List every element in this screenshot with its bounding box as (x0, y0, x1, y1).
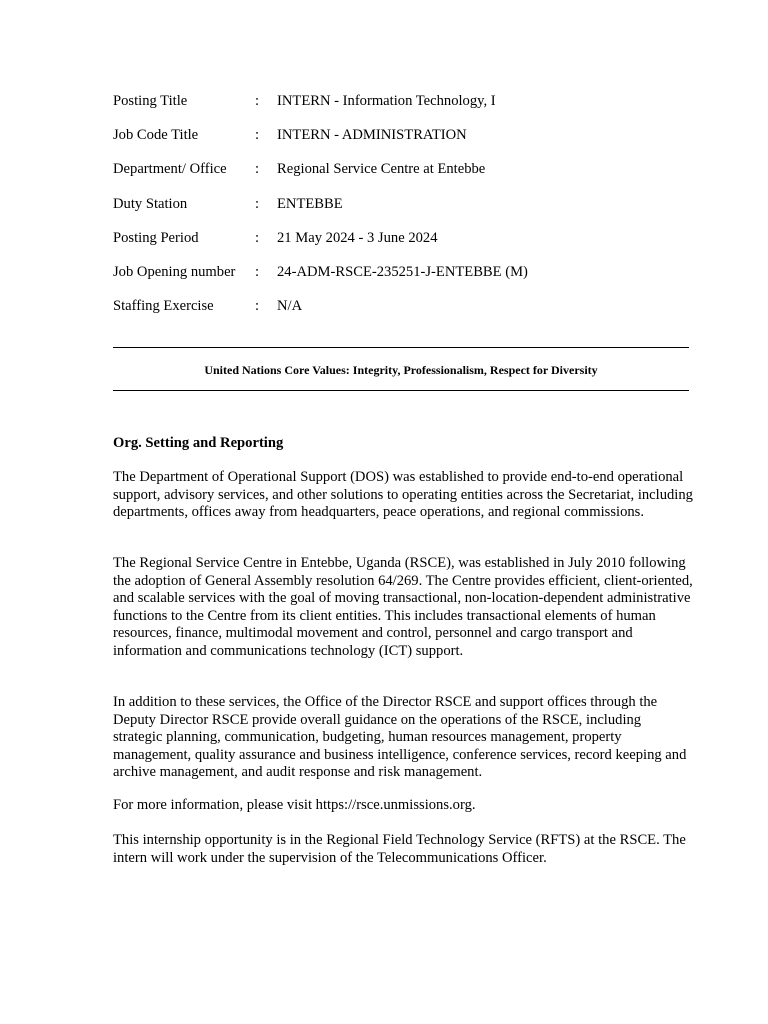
meta-colon: : (255, 263, 260, 280)
divider-top (113, 347, 689, 348)
meta-colon: : (255, 127, 260, 144)
paragraph-dos: The Department of Operational Support (DOS) was established to provide end-to-end operational support, advisory services, and other solutions to operating entities across the Secretariat, including departments, offices away from headquarters, peace operations, and regional commissions. (113, 469, 693, 520)
meta-colon: : (255, 161, 260, 178)
meta-row-staffing-exercise (113, 297, 693, 331)
meta-label: Duty Station (113, 195, 188, 212)
meta-value: INTERN - ADMINISTRATION (277, 127, 467, 144)
meta-value: ENTEBBE (277, 195, 343, 212)
meta-colon: : (255, 195, 260, 212)
paragraph-internship: This internship opportunity is in the Regional Field Technology Service (RFTS) at the RSCE. The intern will work under the supervision of the Telecommunications Officer. (113, 832, 686, 866)
meta-label: Staffing Exercise (113, 298, 214, 315)
meta-label: Posting Period (113, 229, 199, 246)
meta-label: Posting Title (113, 93, 188, 109)
meta-row-posting-title (113, 92, 693, 126)
meta-value: INTERN - Information Technology, I (277, 93, 496, 109)
divider-bottom (113, 390, 689, 391)
meta-row-posting-period (113, 229, 693, 263)
meta-label: Job Code Title (113, 127, 199, 144)
meta-value: 21 May 2024 - 3 June 2024 (277, 229, 438, 246)
paragraph-more-info: For more information, please visit https://rsce.unmissions.org. (113, 797, 476, 813)
paragraph-rsce: The Regional Service Centre in Entebbe, Uganda (RSCE), was established in July 2010 following the adoption of General Assembly resolution 64/269. The Centre provides efficient, client-oriented, and scalable services with the goal of moving transactional, non-location-dependent administrative functions to the Centre from its client entities. This includes transactional elements of human resources, finance, multimodal movement and control, personnel and cargo transport and information and communications technology (ICT) support. (113, 555, 693, 659)
meta-value: N/A (277, 298, 303, 315)
meta-value: Regional Service Centre at Entebbe (277, 161, 486, 178)
section-heading: Org. Setting and Reporting (113, 435, 284, 451)
meta-row-job-code-title (113, 126, 693, 160)
meta-colon: : (255, 298, 260, 315)
meta-colon: : (255, 229, 260, 246)
meta-row-department-office (113, 160, 693, 194)
meta-colon: : (255, 93, 260, 109)
meta-label: Department/ Office (113, 161, 227, 178)
meta-value: 24-ADM-RSCE-235251-J-ENTEBBE (M) (277, 263, 528, 280)
paragraph-director-office: In addition to these services, the Office of the Director RSCE and support offices through the Deputy Director RSCE provide overall guidance on the operations of the RSCE, including strategic planning, communication, budgeting, human resources management, property management, quality assurance and business intelligence, conference services, record keeping and archive management, and audit response and risk management. (113, 694, 687, 780)
meta-label: Job Opening number (113, 263, 236, 280)
core-values-banner: United Nations Core Values: Integrity, Professionalism, Respect for Diversity (204, 363, 598, 377)
meta-row-job-opening-number (113, 263, 693, 297)
posting-details-table (113, 92, 693, 331)
meta-row-duty-station (113, 195, 693, 229)
